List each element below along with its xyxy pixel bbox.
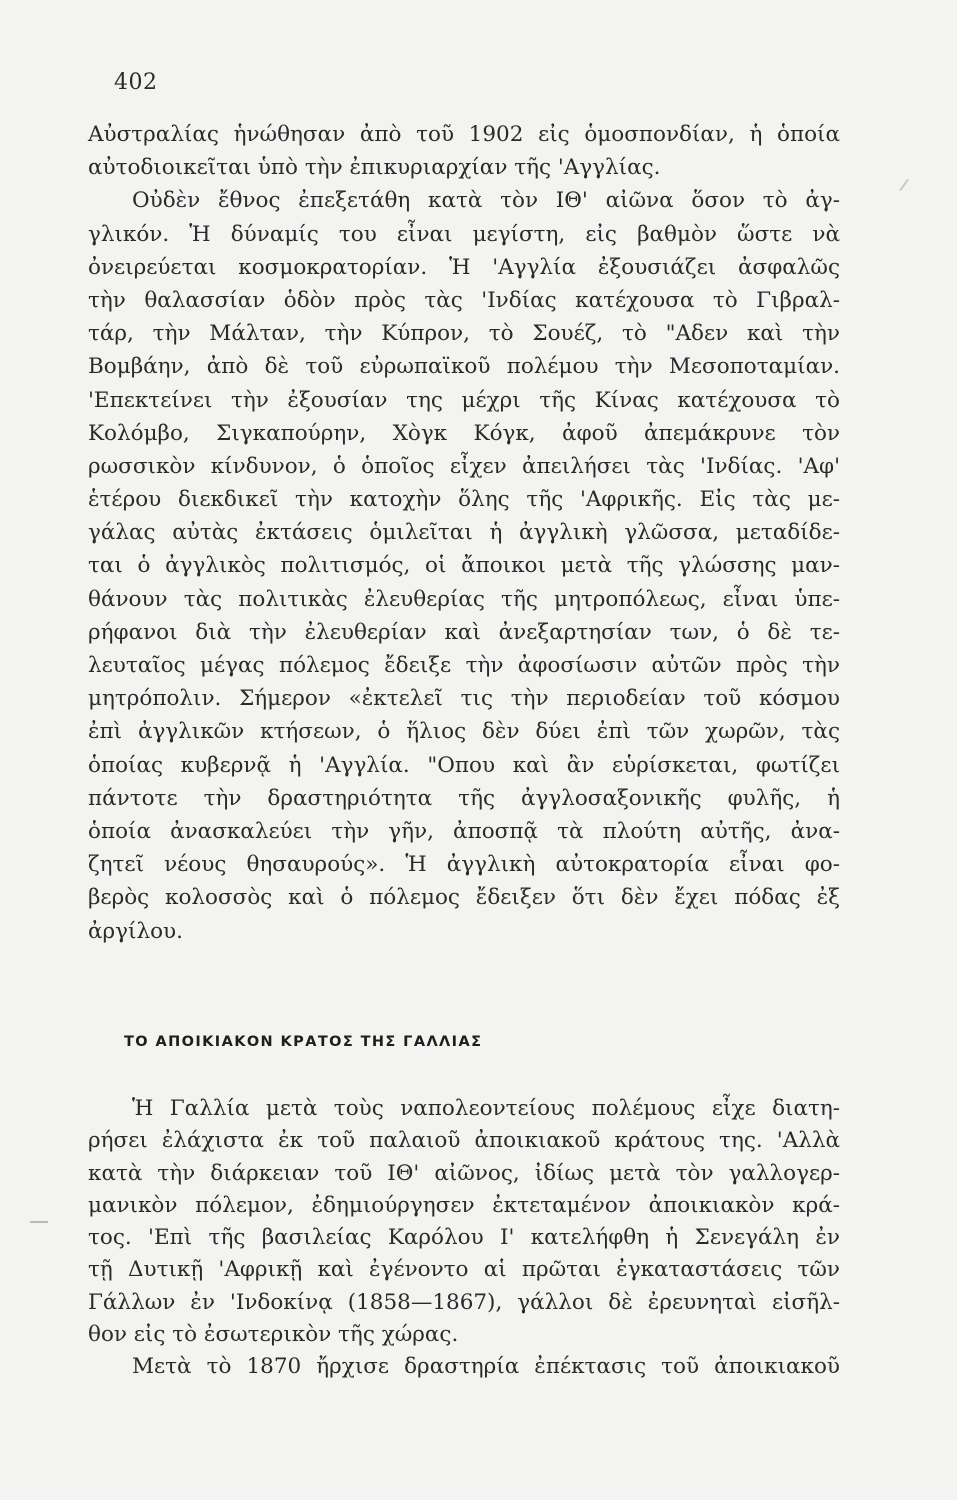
scan-mark bbox=[30, 1221, 48, 1223]
text-line: Οὐδὲν ἔθνος ἐπεξετάθη κατὰ τὸν ΙΘ' αἰῶνα ὅσον τὸ ἀγ- bbox=[132, 188, 840, 214]
page-number: 402 bbox=[114, 70, 158, 95]
text-line: ἑτέρου διεκδικεῖ τὴν κατοχὴν ὅλης τῆς 'Αφρικῆς. Εἰς τὰς με- bbox=[88, 487, 840, 513]
text-line: ται ὁ ἀγγλικὸς πολιτισμός, οἱ ἄποικοι μετὰ τῆς γλώσσης μαν- bbox=[88, 553, 840, 579]
text-line: θον εἰς τὸ ἐσωτερικὸν τῆς χώρας. bbox=[88, 1322, 459, 1348]
text-line: ὁποίας κυβερνᾷ ἡ 'Αγγλία. "Οπου καὶ ἂν εὑρίσκεται, φωτίζει bbox=[88, 752, 840, 778]
text-line: ὁποία ἀνασκαλεύει τὴν γῆν, ἀποσπᾷ τὰ πλούτη αὐτῆς, ἀνα- bbox=[88, 818, 840, 844]
scan-mark bbox=[899, 179, 909, 192]
section-text-block bbox=[88, 1093, 840, 1384]
text-line: κατὰ τὴν διάρκειαν τοῦ ΙΘ' αἰῶνος, ἰδίως μετὰ τὸν γαλλογερ- bbox=[88, 1160, 840, 1186]
text-line: τῇ Δυτικῇ 'Αφρικῇ καὶ ἐγένοντο αἱ πρῶται ἐγκαταστάσεις τῶν bbox=[88, 1257, 840, 1283]
text-line: γάλας αὐτὰς ἐκτάσεις ὁμιλεῖται ἡ ἀγγλικὴ γλῶσσα, μεταδίδε- bbox=[88, 520, 840, 546]
text-line: πάντοτε τὴν δραστηριότητα τῆς ἀγγλοσαξονικῆς φυλῆς, ἡ bbox=[88, 785, 840, 811]
text-line: ρήσει ἐλάχιστα ἐκ τοῦ παλαιοῦ ἀποικιακοῦ κράτους της. 'Αλλὰ bbox=[88, 1128, 840, 1154]
text-line: γλικόν. Ἡ δύναμίς του εἶναι μεγίστη, εἰς βαθμὸν ὥστε νὰ bbox=[88, 221, 840, 247]
text-line: ἐπὶ ἀγγλικῶν κτήσεων, ὁ ἥλιος δὲν δύει ἐπὶ τῶν χωρῶν, τὰς bbox=[88, 719, 840, 745]
text-line: 'Επεκτείνει τὴν ἐξουσίαν της μέχρι τῆς Κίνας κατέχουσα τὸ bbox=[88, 387, 840, 413]
text-line: Γάλλων ἐν 'Ινδοκίνᾳ (1858—1867), γάλλοι δὲ ἐρευνηταὶ εἰσῆλ- bbox=[88, 1289, 840, 1315]
text-line: Κολόμβο, Σιγκαπούρην, Χὸγκ Κόγκ, ἀφοῦ ἀπεμάκρυνε τὸν bbox=[88, 420, 840, 446]
text-line: θάνουν τὰς πολιτικὰς ἐλευθερίας τῆς μητροπόλεως, εἶναι ὑπε- bbox=[88, 586, 840, 612]
text-line: τὴν θαλασσίαν ὁδὸν πρὸς τὰς 'Ινδίας κατέχουσα τὸ Γιβραλ- bbox=[88, 287, 840, 313]
text-line: αὐτοδιοικεῖται ὑπὸ τὴν ἐπικυριαρχίαν τῆς 'Αγγλίας. bbox=[88, 155, 661, 181]
text-line: λευταῖος μέγας πόλεμος ἔδειξε τὴν ἀφοσίωσιν αὐτῶν πρὸς τὴν bbox=[88, 653, 840, 678]
text-line: ρωσσικὸν κίνδυνον, ὁ ὁποῖος εἶχεν ἀπειλήσει τὰς 'Ινδίας. 'Αφ' bbox=[88, 453, 840, 479]
text-line: μητρόπολιν. Σήμερον «ἐκτελεῖ τις τὴν περιοδείαν τοῦ κόσμου bbox=[88, 686, 840, 712]
text-line: Βομβάην, ἀπὸ δὲ τοῦ εὐρωπαϊκοῦ πολέμου τὴν Μεσοποταμίαν. bbox=[88, 354, 840, 380]
text-line: ζητεῖ νέους θησαυρούς». Ἡ ἀγγλικὴ αὐτοκρατορία εἶναι φο- bbox=[88, 852, 840, 878]
section-heading: ΤΟ ΑΠΟΙΚΙΑΚΟΝ ΚΡΑΤΟΣ ΤΗΣ ΓΑΛΛΙΑΣ bbox=[124, 1034, 483, 1050]
text-line: Αὐστραλίας ἡνώθησαν ἀπὸ τοῦ 1902 εἰς ὁμοσπονδίαν, ἡ ὁποία bbox=[88, 122, 840, 147]
text-line: Μετὰ τὸ 1870 ἤρχισε δραστηρία ἐπέκτασις τοῦ ἀποικιακοῦ bbox=[132, 1354, 840, 1380]
text-line: βερὸς κολοσσὸς καὶ ὁ πόλεμος ἔδειξεν ὅτι δὲν ἔχει πόδας ἐξ bbox=[88, 885, 840, 911]
text-line: τάρ, τὴν Μάλταν, τὴν Κύπρον, τὸ Σουέζ, τὸ "Αδεν καὶ τὴν bbox=[88, 321, 840, 347]
text-line: ὀνειρεύεται κοσμοκρατορίαν. Ἡ 'Αγγλία ἐξουσιάζει ἀσφαλῶς bbox=[88, 254, 840, 280]
text-line: μανικὸν πόλεμον, ἐδημιούργησεν ἐκτεταμένον ἀποικιακὸν κρά- bbox=[88, 1192, 840, 1218]
main-text-block bbox=[88, 118, 840, 948]
text-line: Ἡ Γαλλία μετὰ τοὺς ναπολεοντείους πολέμους εἶχε διατη- bbox=[132, 1096, 840, 1121]
text-line: τος. 'Επὶ τῆς βασιλείας Καρόλου Ι' κατελήφθη ἡ Σενεγάλη ἐν bbox=[88, 1225, 840, 1251]
text-line: ρήφανοι διὰ τὴν ἐλευθερίαν καὶ ἀνεξαρτησίαν των, ὁ δὲ τε- bbox=[88, 619, 840, 645]
text-line: ἀργίλου. bbox=[88, 918, 183, 944]
